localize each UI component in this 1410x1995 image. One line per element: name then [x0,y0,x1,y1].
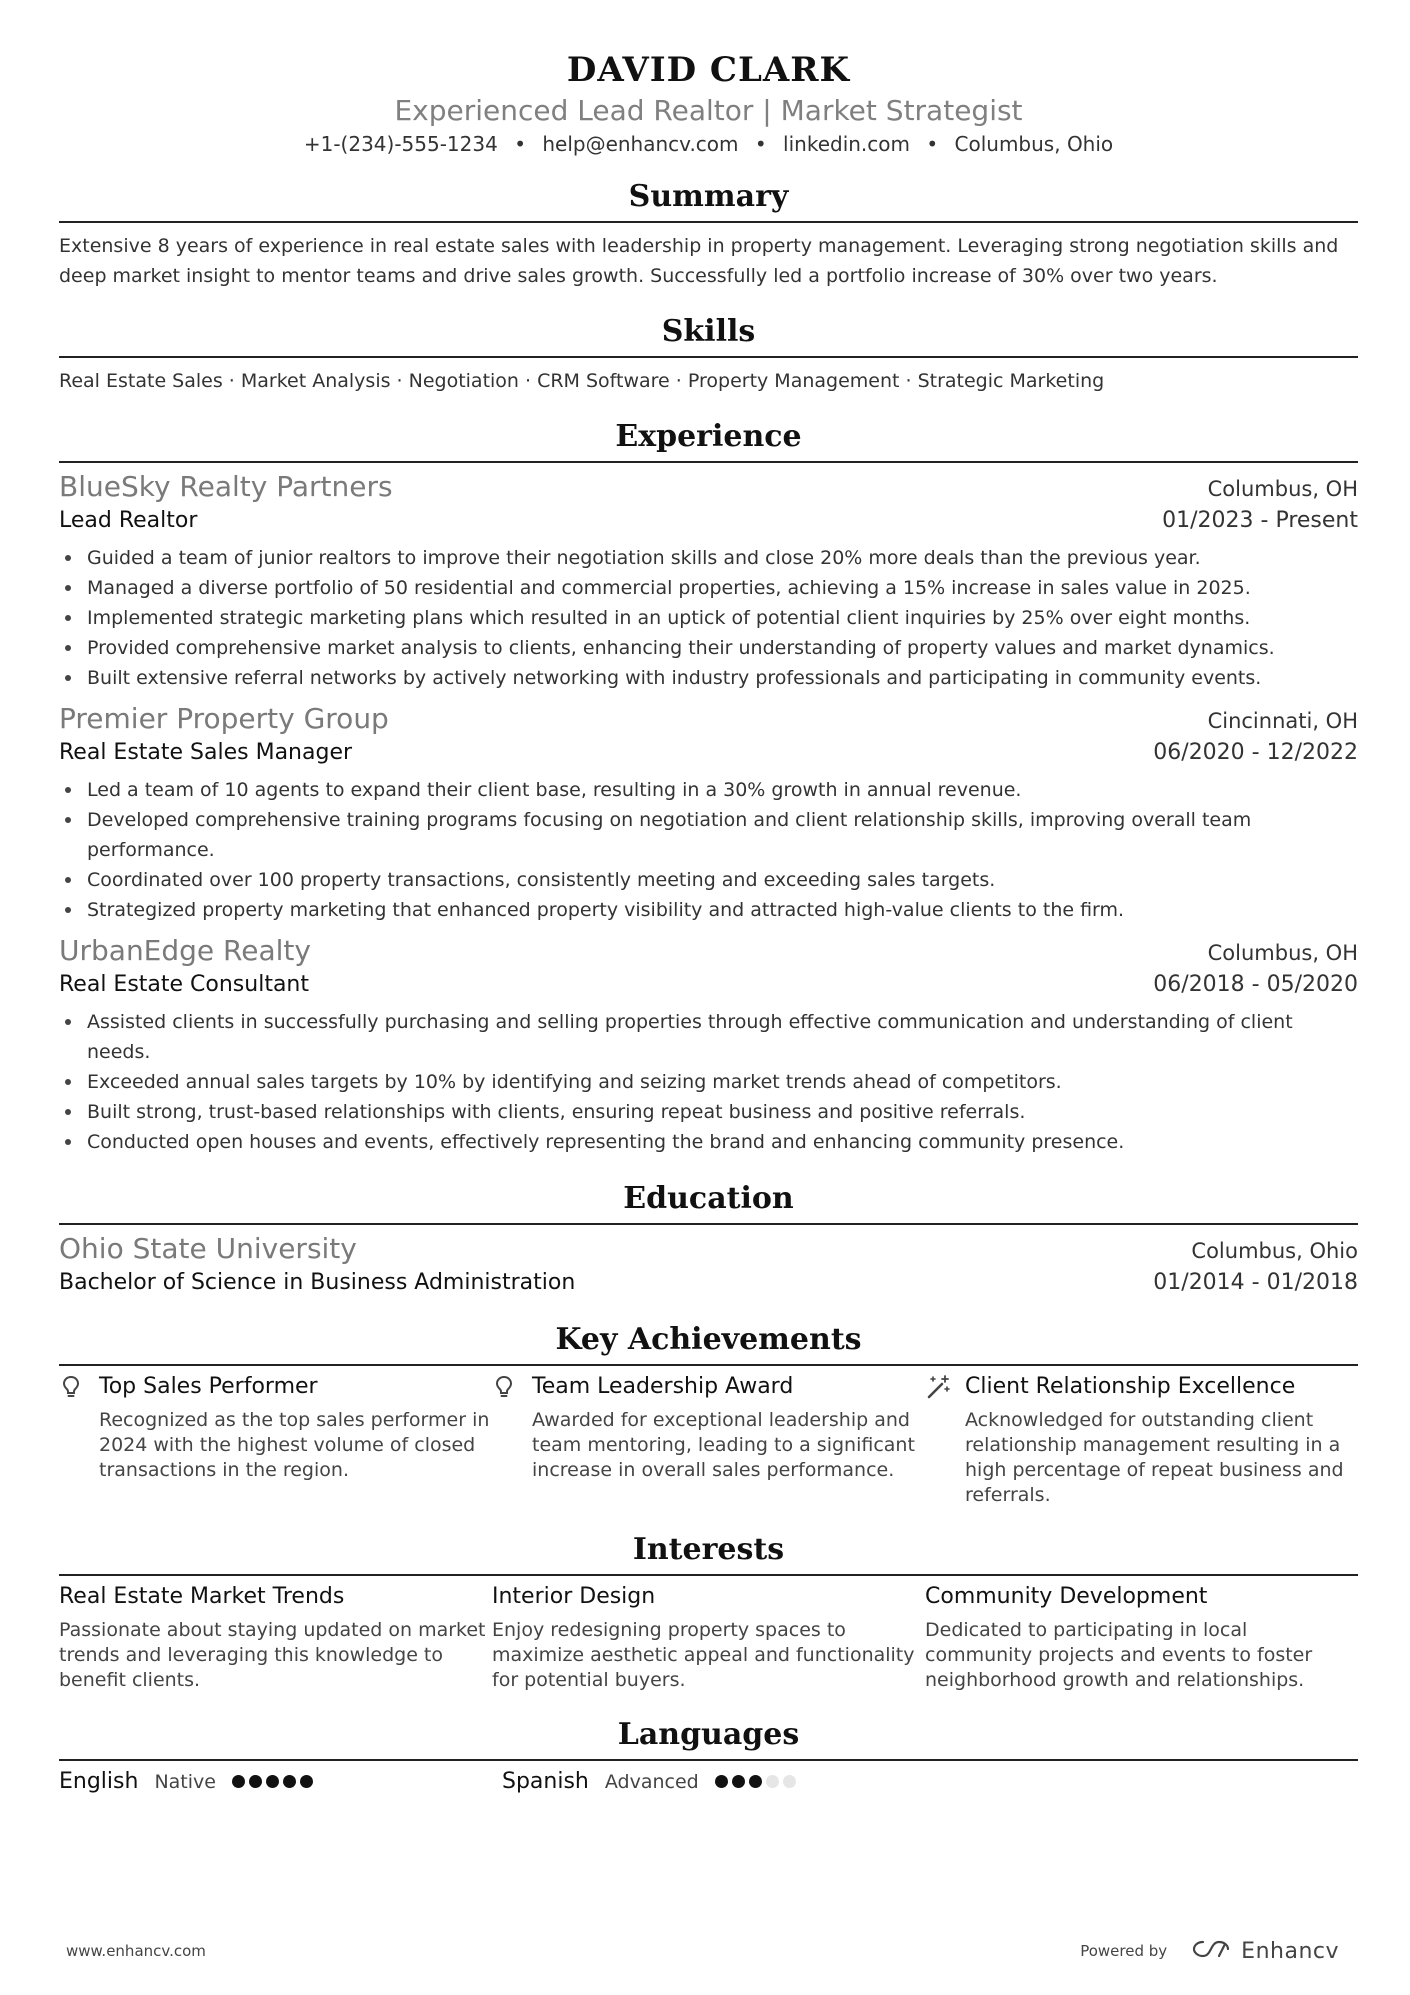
candidate-name: DAVID CLARK [566,50,851,90]
experience-section [59,417,1358,1157]
experience-entry [59,933,1358,1157]
job-location: Columbus, OH [1207,477,1358,501]
interest-title: Community Development [925,1584,1208,1609]
interest-description: Enjoy redesigning property spaces to maximize aesthetic appeal and functionality for potential buyers. [492,1619,915,1691]
interest-description: Passionate about staying updated on market trends and leveraging this knowledge to benefit clients. [59,1619,486,1691]
proficiency-dot-filled [732,1775,745,1788]
proficiency-dot-empty [783,1775,796,1788]
powered-by-label: Powered by [1080,1942,1168,1960]
language-item [59,1769,502,1794]
proficiency-dot-filled [249,1775,262,1788]
achievement-description: Awarded for exceptional leadership and team mentoring, leading to a significant increase in overall sales performance. [532,1409,915,1481]
bullet-item: Coordinated over 100 property transactions, consistently meeting and exceeding sales targets. [59,865,1358,895]
page-footer [66,1938,1339,1964]
job-role: Lead Realtor [59,508,198,533]
bullet-item: Provided comprehensive market analysis to clients, enhancing their understanding of property values and market dynamics. [59,633,1358,663]
company-name: Premier Property Group [59,702,389,735]
bullet-item: Led a team of 10 agents to expand their client base, resulting in a 30% growth in annual revenue. [59,775,1358,805]
skills-list: Real Estate Sales · Market Analysis · Negotiation · CRM Software · Property Management · Strategic Marketing [59,370,1105,392]
job-dates: 06/2020 - 12/2022 [1153,740,1358,765]
section-title-summary: Summary [628,179,789,214]
experience-entry [59,701,1358,925]
bullet-item: Conducted open houses and events, effectively representing the brand and enhancing community presence. [59,1127,1358,1157]
degree-name: Bachelor of Science in Business Administration [59,1270,576,1295]
achievement-item [59,1372,492,1508]
company-name: UrbanEdge Realty [59,934,311,967]
section-divider [59,1223,1358,1225]
magic-wand-icon [925,1374,949,1400]
job-location: Columbus, OH [1207,941,1358,965]
interest-item [492,1582,925,1693]
bullet-item: Built strong, trust-based relationships with clients, ensuring repeat business and positive referrals. [59,1097,1358,1127]
language-level: Advanced [604,1770,699,1793]
section-divider [59,461,1358,463]
experience-entry [59,469,1358,693]
interest-item [59,1582,492,1693]
achievement-description: Acknowledged for outstanding client relationship management resulting in a high percentage of repeat business and referrals. [965,1409,1344,1506]
skills-section [59,312,1358,396]
section-title-skills: Skills [661,314,756,349]
separator-dot: • [754,132,767,156]
phone-text: +1-(234)-555-1234 [303,132,498,156]
company-name: BlueSky Realty Partners [59,470,393,503]
job-location: Cincinnati, OH [1207,709,1358,733]
achievement-description: Recognized as the top sales performer in 2024 with the highest volume of closed transactions in the region. [99,1409,490,1481]
interest-title: Interior Design [492,1584,656,1609]
proficiency-dot-filled [232,1775,245,1788]
separator-dot: • [514,132,526,156]
education-section [59,1179,1358,1299]
location-text: Columbus, Ohio [954,132,1114,156]
bullet-item: Implemented strategic marketing plans which resulted in an uptick of potential client inquiries by 25% over eight months. [59,603,1358,633]
job-bullets [59,543,1358,693]
contact-line [59,131,1358,157]
language-level: Native [154,1770,216,1793]
section-divider [59,356,1358,358]
summary-section [59,177,1358,291]
language-item [502,1769,945,1794]
section-divider [59,221,1358,223]
bullet-item: Strategized property marketing that enhanced property visibility and attracted high-value clients to the firm. [59,895,1358,925]
proficiency-dot-filled [749,1775,762,1788]
section-title-languages: Languages [617,1717,800,1752]
language-name: Spanish [502,1769,589,1794]
interest-title: Real Estate Market Trends [59,1584,345,1609]
achievement-title: Top Sales Performer [99,1374,318,1399]
lightbulb-icon [59,1374,83,1400]
linkedin-link[interactable]: linkedin.com [783,132,910,156]
website-link[interactable]: www.enhancv.com [66,1942,206,1960]
job-bullets [59,775,1358,925]
candidate-tagline: Experienced Lead Realtor | Market Strategist [394,94,1023,127]
bullet-item: Managed a diverse portfolio of 50 residential and commercial properties, achieving a 15% increase in sales value in 2025. [59,573,1358,603]
proficiency-dots [232,1775,317,1788]
lightbulb-icon [492,1374,516,1400]
language-name: English [59,1769,139,1794]
section-title-achievements: Key Achievements [555,1322,862,1357]
email-link[interactable]: help@enhancv.com [542,132,739,156]
section-title-education: Education [623,1181,794,1216]
job-bullets [59,1007,1358,1157]
section-divider [59,1574,1358,1576]
section-divider [59,1364,1358,1366]
bullet-item: Guided a team of junior realtors to improve their negotiation skills and close 20% more deals than the previous year. [59,543,1358,573]
proficiency-dot-empty [766,1775,779,1788]
achievement-title: Team Leadership Award [532,1374,794,1399]
achievement-item [925,1372,1358,1508]
languages-section [59,1715,1358,1794]
resume-header [59,0,1358,157]
achievements-section [59,1320,1358,1508]
education-dates: 01/2014 - 01/2018 [1153,1270,1358,1295]
section-title-experience: Experience [615,419,802,454]
job-dates: 06/2018 - 05/2020 [1153,972,1358,997]
bullet-item: Exceeded annual sales targets by 10% by identifying and seizing market trends ahead of competitors. [59,1067,1358,1097]
proficiency-dot-filled [266,1775,279,1788]
interest-description: Dedicated to participating in local community projects and events to foster neighborhood growth and relationships. [925,1619,1313,1691]
proficiency-dot-filled [715,1775,728,1788]
proficiency-dot-filled [300,1775,313,1788]
achievement-item [492,1372,925,1508]
bullet-item: Built extensive referral networks by actively networking with industry professionals and participating in community events. [59,663,1358,693]
job-dates: 01/2023 - Present [1162,508,1358,533]
separator-dot: • [926,132,939,156]
school-name: Ohio State University [59,1232,357,1265]
interest-item [925,1582,1358,1693]
job-role: Real Estate Consultant [59,972,310,997]
bullet-item: Assisted clients in successfully purchasing and selling properties through effective communication and understanding of client needs. [59,1007,1358,1067]
enhancv-brand: Enhancv [1241,1938,1339,1964]
section-title-interests: Interests [632,1532,785,1567]
summary-text: Extensive 8 years of experience in real estate sales with leadership in property management. Leveraging strong negotiation skills and deep market insight to mentor teams and drive sales growth. Successfully led a portfolio increase of 30% over two years. [59,235,1339,287]
bullet-item: Developed comprehensive training programs focusing on negotiation and client relationship skills, improving overall team performance. [59,805,1358,865]
proficiency-dots [715,1775,800,1788]
school-location: Columbus, Ohio [1191,1239,1358,1263]
enhancv-logo-icon [1191,1938,1231,1964]
job-role: Real Estate Sales Manager [59,740,353,765]
interests-section [59,1530,1358,1693]
resume-page [59,0,1358,1794]
achievement-title: Client Relationship Excellence [965,1374,1296,1399]
proficiency-dot-filled [283,1775,296,1788]
section-divider [59,1759,1358,1761]
